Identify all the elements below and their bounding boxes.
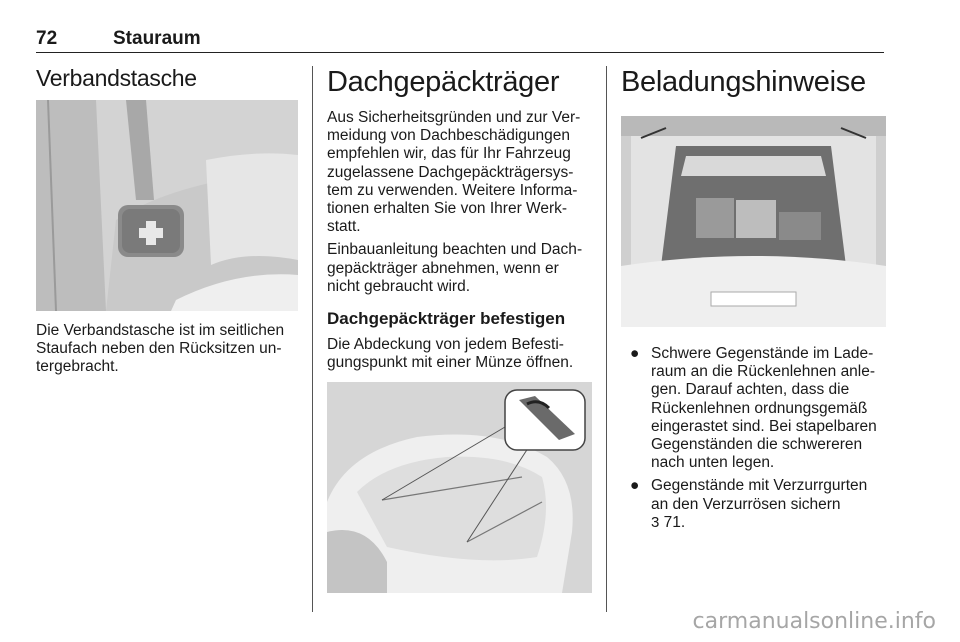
roof-rack-paragraph-3: Die Abdeckung von jedem Befestigungspunkt mit einer Münze öffnen.	[327, 336, 574, 372]
illustration-cargo-area	[621, 116, 886, 327]
list-item-text: Gegenstände mit Verzurrgurten an den Verzurrösen sichern	[651, 477, 868, 513]
page-header	[36, 26, 884, 53]
list-item	[621, 345, 887, 472]
heading-loading-notes: Beladungshinweise	[621, 66, 866, 98]
column-divider	[312, 66, 313, 612]
heading-first-aid: Verbandstasche	[36, 65, 197, 91]
roof-rack-paragraph-2: Einbauanleitung beachten und Dachgepäckträger abnehmen, wenn er nicht gebraucht wird.	[327, 241, 583, 295]
page-number: 72	[36, 28, 58, 49]
heading-roof-rack: Dachgepäckträger	[327, 66, 560, 98]
column-divider	[606, 66, 607, 612]
first-aid-caption: Die Verbandstasche ist im seitlichen Staufach neben den Rücksitzen untergebracht.	[36, 322, 285, 376]
roof-rack-paragraph-1: Aus Sicherheitsgründen und zur Vermeidung von Dachbeschädigungen empfehlen wir, das für Ihr Fahrzeug zugelassene Dachgepäckträgersystem zu verwenden. Weitere Informationen erhalten Sie von Ihrer Werkstatt.	[327, 109, 581, 236]
page-reference-icon: 3	[651, 513, 660, 531]
column-first-aid	[36, 60, 298, 96]
page-reference-number[interactable]: 71.	[663, 513, 686, 531]
bullet-icon: ●	[630, 477, 640, 495]
column-roof-rack	[327, 60, 592, 372]
bullet-icon: ●	[630, 345, 640, 362]
subheading-roof-rack-fasten: Dachgepäckträger befestigen	[327, 309, 566, 329]
illustration-first-aid-kit	[36, 100, 298, 311]
section-title: Stauraum	[113, 28, 201, 49]
illustration-roof-fixing-points	[327, 382, 592, 593]
watermark: carmanualsonline.info	[692, 609, 936, 634]
loading-notes-list	[621, 345, 887, 532]
column-loading-notes	[621, 60, 886, 104]
loading-notes-list-box	[621, 345, 887, 532]
first-aid-caption-box	[36, 322, 300, 377]
list-item-text: Schwere Gegenstände im Laderaum an die Rückenlehnen anlegen. Darauf achten, dass die Rückenlehnen ordnungsgemäß eingerastet sind. Bei stapelbaren Gegenständen die schwereren nach unten legen.	[651, 345, 877, 472]
list-item	[621, 477, 887, 532]
